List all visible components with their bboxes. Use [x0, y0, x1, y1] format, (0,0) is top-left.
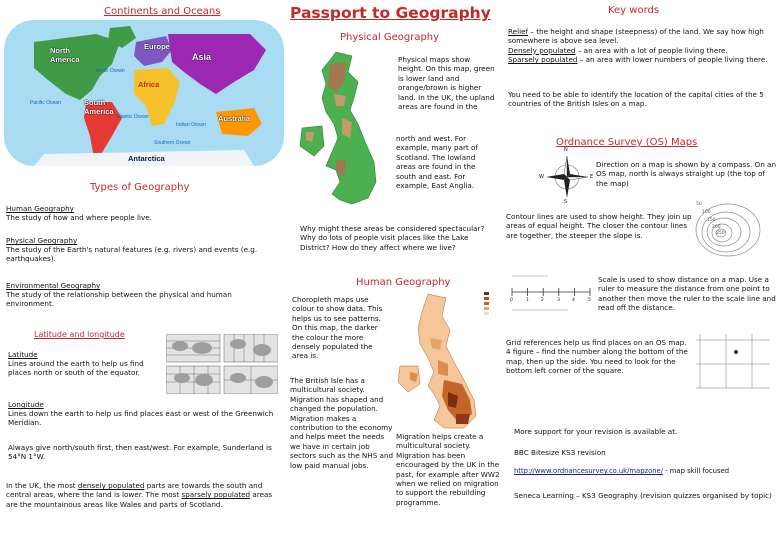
compass-s: S	[564, 199, 568, 205]
longitude-title: Longitude	[8, 400, 44, 409]
types-of-geography-title: Types of Geography	[90, 182, 190, 193]
physical-geography-heading: Physical Geography	[340, 32, 440, 43]
capitals-text: You need to be able to identify the location of the capital cities of the 5 countries of the British Isles on a map.	[508, 90, 764, 109]
ww2-migration-text: Migration helps create a multicultural society. Migration has been encouraged by the UK in the past, for example after WW2 when we relied on migration to support the rebuilding programme.	[396, 432, 500, 507]
dense-definition	[508, 46, 776, 55]
bbc-bitesize-link[interactable]: BBC Bitesize KS3 revision	[514, 448, 606, 457]
scale-number: 3	[557, 298, 560, 303]
label-north-america: North America	[50, 46, 80, 64]
uk-population-text	[6, 481, 280, 509]
environmental-geography-text: The study of the relationship between the physical and human environment.	[6, 290, 232, 309]
contour-value: 250	[716, 231, 725, 236]
uk-pop-pre: In the UK, the most	[6, 481, 78, 490]
latitude-text: Lines around the earth to help us find places north or south of the equator.	[8, 359, 144, 378]
contour-text: Contour lines are used to show height. They join up areas of equal height. The closer the contour lines are together, the steeper the slope is.	[506, 212, 692, 240]
choropleth-text: Choropleth maps use colour to show data. This helps us to see patterns. On this map, the darker the colour the more densely populated the area is.	[292, 295, 383, 361]
coordinates-order-text: Always give north/south first, then east/west. For example, Sunderland is 54°N 1°W.	[8, 443, 272, 462]
uk-pop-dense: densely populated	[77, 481, 145, 490]
scale-number: 4	[572, 298, 575, 303]
human-geography-title: Human Geography	[6, 204, 74, 213]
label-atlantic-ocean: Atlantic Ocean	[116, 114, 149, 120]
physical-geography-title: Physical Geography	[6, 236, 78, 245]
uk-pop-mid: parts are towards the south and central areas, where the land is lower. The most	[6, 481, 263, 500]
sparse-def: – an area with lower numbers of people living there.	[577, 55, 768, 65]
seneca-text: Seneca Learning – KS3 Geography (revision quizzes organised by topic)	[514, 491, 772, 500]
human-geography-heading: Human Geography	[356, 277, 451, 288]
relief-definition	[508, 27, 776, 46]
compass-e: E	[590, 174, 594, 180]
sparse-term: Sparsely populated	[508, 55, 578, 65]
support-text: More support for your revision is available at.	[514, 427, 678, 436]
label-arctic-ocean: Arctic Ocean	[96, 68, 125, 74]
contour-value: 50	[696, 202, 702, 207]
contour-value: 100	[702, 210, 711, 215]
uk-pop-sparse: sparsely populated	[181, 490, 251, 500]
relief-term: Relief	[508, 27, 529, 36]
physical-geography-text: The study of the Earth's natural features (e.g. rivers) and events (e.g. earthquakes).	[6, 245, 258, 264]
compass-rose-icon	[539, 147, 594, 205]
choropleth-uk-map	[392, 288, 496, 434]
scale-graphic	[508, 270, 598, 320]
physical-uk-map	[296, 48, 380, 212]
continents-title: Continents and Oceans	[104, 6, 221, 17]
label-antarctica: Antarctica	[128, 154, 165, 163]
contour-value: 150	[707, 218, 716, 223]
compass-n: N	[564, 147, 568, 153]
compass-graphic	[540, 150, 594, 204]
key-words-text	[508, 27, 776, 65]
physical-map-text-a: Physical maps show height. On this map, green is lower land and orange/brown is higher land. In the UK, the upland areas are found in the	[398, 55, 495, 112]
label-australia: Australia	[218, 114, 251, 123]
sparse-definition	[508, 55, 776, 64]
lake-district-question: Why might these areas be considered spectacular? Why do lots of people visit places like the Lake District? How do they affect where we live?	[300, 224, 485, 252]
scale-number: 0	[510, 298, 513, 303]
direction-text: Direction on a map is shown by a compass. On an OS map, north is always straight up (the top of the map)	[596, 160, 776, 188]
choropleth-graphic	[392, 288, 496, 434]
physical-map-text-b: north and west. For example, many part of Scotland. The lowland areas are found in the south and east. For example, East Anglia.	[396, 134, 478, 191]
label-south-america: South America	[84, 98, 114, 116]
grid-reference-diagram	[690, 330, 774, 396]
british-isles-text: The British Isle has a multicultural society. Migration has shaped and changed the population. Migration makes a contribution to the economy and helps meet the needs we have in certain job sectors such as the NHS and low paid manual jobs.	[290, 376, 394, 470]
os-maps-title: Ordnance Survey (OS) Maps	[556, 137, 698, 148]
dense-def: – an area with a lot of people living there.	[575, 45, 728, 55]
label-indian-ocean: Indian Ocean	[176, 122, 206, 128]
world-map	[4, 20, 284, 166]
scale-number: 1	[526, 298, 529, 303]
contour-graphic	[694, 198, 774, 260]
scale-number: 2	[541, 298, 544, 303]
scale-text: Scale is used to show distance on a map. Use a ruler to measure the distance from one point to another then move the ruler to the scale line and read off the distance.	[598, 275, 776, 313]
dense-term: Densely populated	[508, 45, 576, 55]
label-africa: Africa	[138, 80, 160, 89]
label-pacific-ocean: Pacific Ocean	[30, 100, 61, 106]
physical-uk-graphic	[296, 48, 380, 212]
contour-value: 200	[712, 225, 721, 230]
key-words-title: Key words	[608, 5, 660, 16]
label-asia: Asia	[192, 52, 212, 62]
longitude-text: Lines down the earth to help us find places east or west of the Greenwich Meridian.	[8, 409, 274, 428]
latlong-graphic	[166, 334, 278, 394]
scale-bar-diagram	[508, 270, 598, 320]
latitude-longitude-title: Latitude and longitude	[34, 330, 125, 339]
os-mapzone-line	[514, 467, 778, 476]
grid-graphic	[690, 330, 774, 396]
os-mapzone-suffix: - map skill focused	[663, 467, 730, 475]
uk-pop-post: areas are the mountainous areas like Wales and parts of Scotland.	[6, 490, 273, 509]
latitude-title: Latitude	[8, 350, 38, 359]
environmental-geography-title: Environmental Geography	[6, 281, 101, 290]
compass-w: W	[539, 174, 544, 180]
relief-def: – the height and shape (steepness) of the land. We say how high somewhere is above sea level.	[508, 27, 764, 46]
human-geography-text: The study of how and where people live.	[6, 213, 152, 222]
latitude-longitude-diagrams	[166, 334, 278, 394]
scale-number: 5	[588, 298, 591, 303]
page-title: Passport to Geography	[290, 4, 491, 22]
grid-reference-text: Grid references help us find places on an OS map. 4 figure – find the number along the bottom of the map, then up the side. You need to look for the bottom left corner of the square.	[506, 338, 688, 376]
contour-diagram	[694, 198, 774, 260]
os-mapzone-link[interactable]: http://www.ordnancesurvey.co.uk/mapzone/	[514, 467, 664, 475]
label-europe: Europe	[144, 42, 170, 51]
label-southern-ocean: Southern Ocean	[154, 140, 191, 146]
